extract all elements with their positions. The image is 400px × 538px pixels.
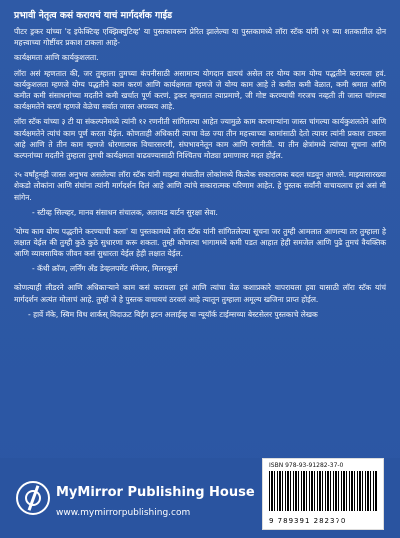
price-label: ₹ 250/- (335, 510, 382, 524)
intro-paragraph-2: कार्यक्षमता आणि कार्यकुशलता. (14, 53, 99, 63)
testimonial-2 (14, 226, 386, 275)
testimonial-1 (14, 169, 386, 218)
intro-paragraph-1: पीटर ड्रकर यांच्या 'द इफेक्टिव्ह एक्झिक्युटिव्ह' या पुस्तकावरून प्रेरित झालेल्या या पुस्तकामध्ये लॉरा स्टॅक यांनी २१ व्या शतकातील दोन महत्त्वाच्या गोष्टींवर प्रकाश टाकला आहे- (14, 27, 386, 48)
testimonial-1-attribution: - स्टीव्ह सिल्व्हर, मानव संसाधन संचालक, अलायड बार्टन सुरक्षा सेवा. (32, 207, 218, 217)
description-block (14, 26, 386, 320)
isbn-number: ISBN 978-93-91282-37-0 (269, 462, 344, 469)
publisher-website[interactable]: www.mymirrorpublishing.com (56, 508, 191, 518)
footer-area (0, 458, 400, 538)
publisher-block (16, 475, 255, 527)
intro-paragraph-4: लॉरा स्टॅक यांच्या ३ टी या संकल्पनेमध्ये त्यांनी १२ रणनीती सांगितल्या आहेत ज्यामुळे काम करणाऱ्यांना जास्त चांगल्या कार्यकुशलतेने आणि कार्यक्षमतेने त्यांचं काम पूर्ण करता येईल. कोणताही अधिकारी त्याचा वेळ ज्या तीन महत्त्वाच्या कामांसाठी देतो त्यावर त्यांनी प्रकाश टाकला आहे आणि ते तीन काम म्हणजे धोरणात्मक विचारसरणी, संघभावनेतून काम आणि रणनीती. या तीन क्षेत्रांमध्ये त्यांच्या सूचना आणि कल्पनांच्या मदतीने तुम्हाला तुमची कार्यक्षमता वाढवण्यासाठी निश्चितच मोठ्या प्रमाणावर मदत होईल. (14, 117, 386, 161)
testimonial-3-attribution: - हार्वे मॅके, स्विम विथ शार्कस् विदाऊट बिईंग इटन अलाईव्ह या न्यूयॉर्क टाईम्सच्या बेस्टसेलर पुस्तकाचे लेखक (28, 309, 318, 319)
tagline-heading: प्रभावी नेतृत्व कसं करायचं याचं मार्गदर्शक गाईड (14, 10, 172, 21)
testimonial-1-text: २५ वर्षांहूनही जास्त अनुभव असलेल्या लॉरा स्टॅक यांनी माझ्या संघातील लोकांमध्ये कित्येक सकारात्मक बदल घडवून आणले. माझ्यासारख्या शेकडो लोकांना आणि संघांना त्यांनी मार्गदर्शन दिलं आहे आणि त्यांचे सकारात्मक परिणाम आहेत. हे पुस्तक सर्वांनी वाचायलाच हवं असं मी सांगेन. (14, 170, 386, 202)
publisher-logo-icon (16, 481, 50, 515)
barcode-bars (269, 471, 377, 511)
testimonial-2-text: 'योग्य काम योग्य पद्धतीने करण्याची कला' या पुस्तकामध्ये लॉरा स्टॅक यांनी सांगितलेल्या सूचना जर तुम्ही आमलात आणल्या तर तुम्हाला हे लक्षात येईल की तुम्ही कुठे कुठे सुधारणा करू शकता. तुम्ही कोणत्या भागामध्ये कमी पडत आहात हेही समजेल आणि पुढे तुमचं वैयक्तिक आणि व्यावसायिक जीवन कसं सुधारता येईल हेही लक्षात येईल. (14, 226, 386, 259)
intro-paragraph-3: लॉरा असं म्हणतात की, जर तुम्हाला तुमच्या कंपनीसाठी असामान्य योगदान द्यायचं असेल तर योग्य काम योग्य पद्धतीने करायला हवं. कार्यकुशलता म्हणजे योग्य पद्धतीने काम करणं आणि कार्यक्षमता म्हणजे जे योग्य काम आहे ते कमीत कमी वेळात, कमी श्रमात आणि कमीत कमी संसाधनांच्या मदतीने कमी खर्चात पूर्ण करणं. ड्रकर म्हणतात त्याप्रमाणे, जी गोष्ट करण्याची गरजच नव्हती ती जास्त चांगल्या कार्यक्षमतेने करणं म्हणजे वेळेचा सर्वात जास्त अपव्यय आहे. (14, 68, 386, 112)
testimonial-3 (14, 282, 386, 319)
testimonial-3-text: कोणत्याही लीडरने आणि अधिकाऱ्याने काम कसं करायला हवं आणि त्यांचा वेळ कशाप्रकारे वापरायला हवा यासाठी लॉरा स्टॅक यांचं मार्गदर्शन अत्यंत मोलाचं आहे. तुम्ही जे हे पुस्तक वाचायचं ठरवलं आहे त्यातून तुम्हाला अमूल्य खजिना प्राप्त होईल. (14, 283, 386, 304)
publisher-name: MyMirror Publishing House (56, 485, 255, 500)
testimonial-2-attribution: - कॅथी क्रॉज, लर्निंग ॲंड डेव्हलपमेंट मॅनेजर, मिलरकूर्स (32, 264, 178, 274)
barcode-number: 9 789391 282370 (269, 517, 347, 525)
